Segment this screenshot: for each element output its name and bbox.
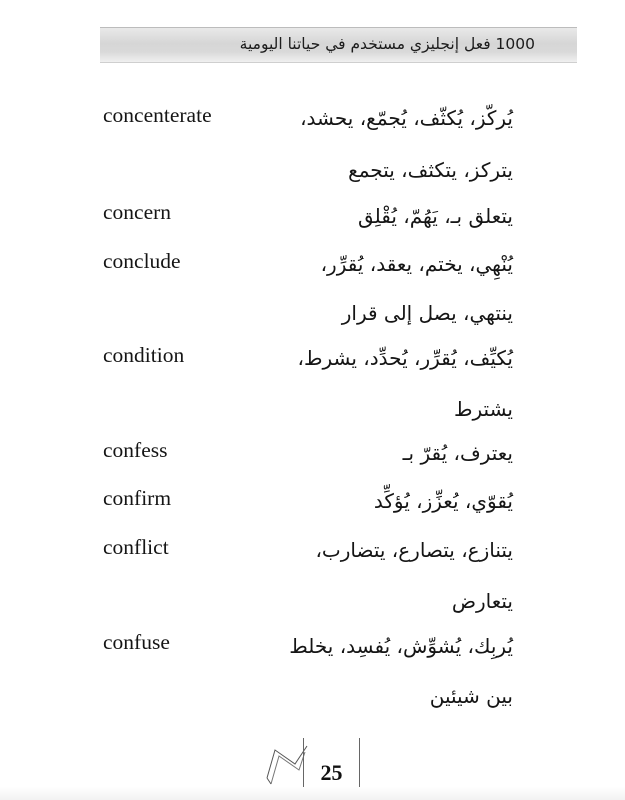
entry-translation-line: بين شيئين bbox=[429, 684, 513, 708]
entry-word-condition: condition bbox=[103, 343, 185, 367]
entry-translation-line: ينتهي، يصل إلى قرار bbox=[341, 301, 513, 325]
book-title: 1000 فعل إنجليزي مستخدم في حياتنا اليومية bbox=[239, 35, 535, 53]
entry-translation-line: يُنْهِي، يختم، يعقد، يُقرِّر، bbox=[320, 252, 513, 276]
entry-word-conflict: conflict bbox=[103, 535, 169, 559]
entry-translation-line: يُربِك، يُشوِّش، يُفسِد، يخلط bbox=[289, 634, 513, 658]
entry-translation-line: يتعلق بـ، يَهُمّ، يُقْلِق bbox=[357, 204, 513, 228]
page-bottom-edge bbox=[0, 787, 625, 800]
entry-word-confess: confess bbox=[103, 438, 168, 462]
entry-word-conclude: conclude bbox=[103, 249, 181, 273]
entry-translation-line: يتنازع، يتصارع، يتضارب، bbox=[315, 538, 513, 562]
entry-translation-line: يشترط bbox=[454, 397, 513, 421]
entry-translation-line: يُركّز، يُكثّف، يُجمّع، يحشد، bbox=[300, 106, 513, 130]
page-footer bbox=[255, 738, 385, 794]
entry-translation-line: يتعارض bbox=[451, 589, 513, 613]
entry-translation-line: يُقوّي، يُعزِّز، يُؤكِّد bbox=[373, 489, 513, 513]
entry-translation-line: يُكيِّف، يُقرِّر، يُحدِّد، يشرط، bbox=[297, 346, 513, 370]
entry-word-concenterate: concenterate bbox=[103, 103, 212, 127]
entry-word-confuse: confuse bbox=[103, 630, 170, 654]
entry-word-confirm: confirm bbox=[103, 486, 172, 510]
entry-word-concern: concern bbox=[103, 200, 172, 224]
page-number: 25 bbox=[320, 760, 343, 785]
entry-translation-line: يتركز، يتكثف، يتجمع bbox=[348, 158, 513, 182]
page-number-tab bbox=[303, 738, 360, 794]
entry-translation-line: يعترف، يُقرّ بـ bbox=[402, 441, 513, 465]
